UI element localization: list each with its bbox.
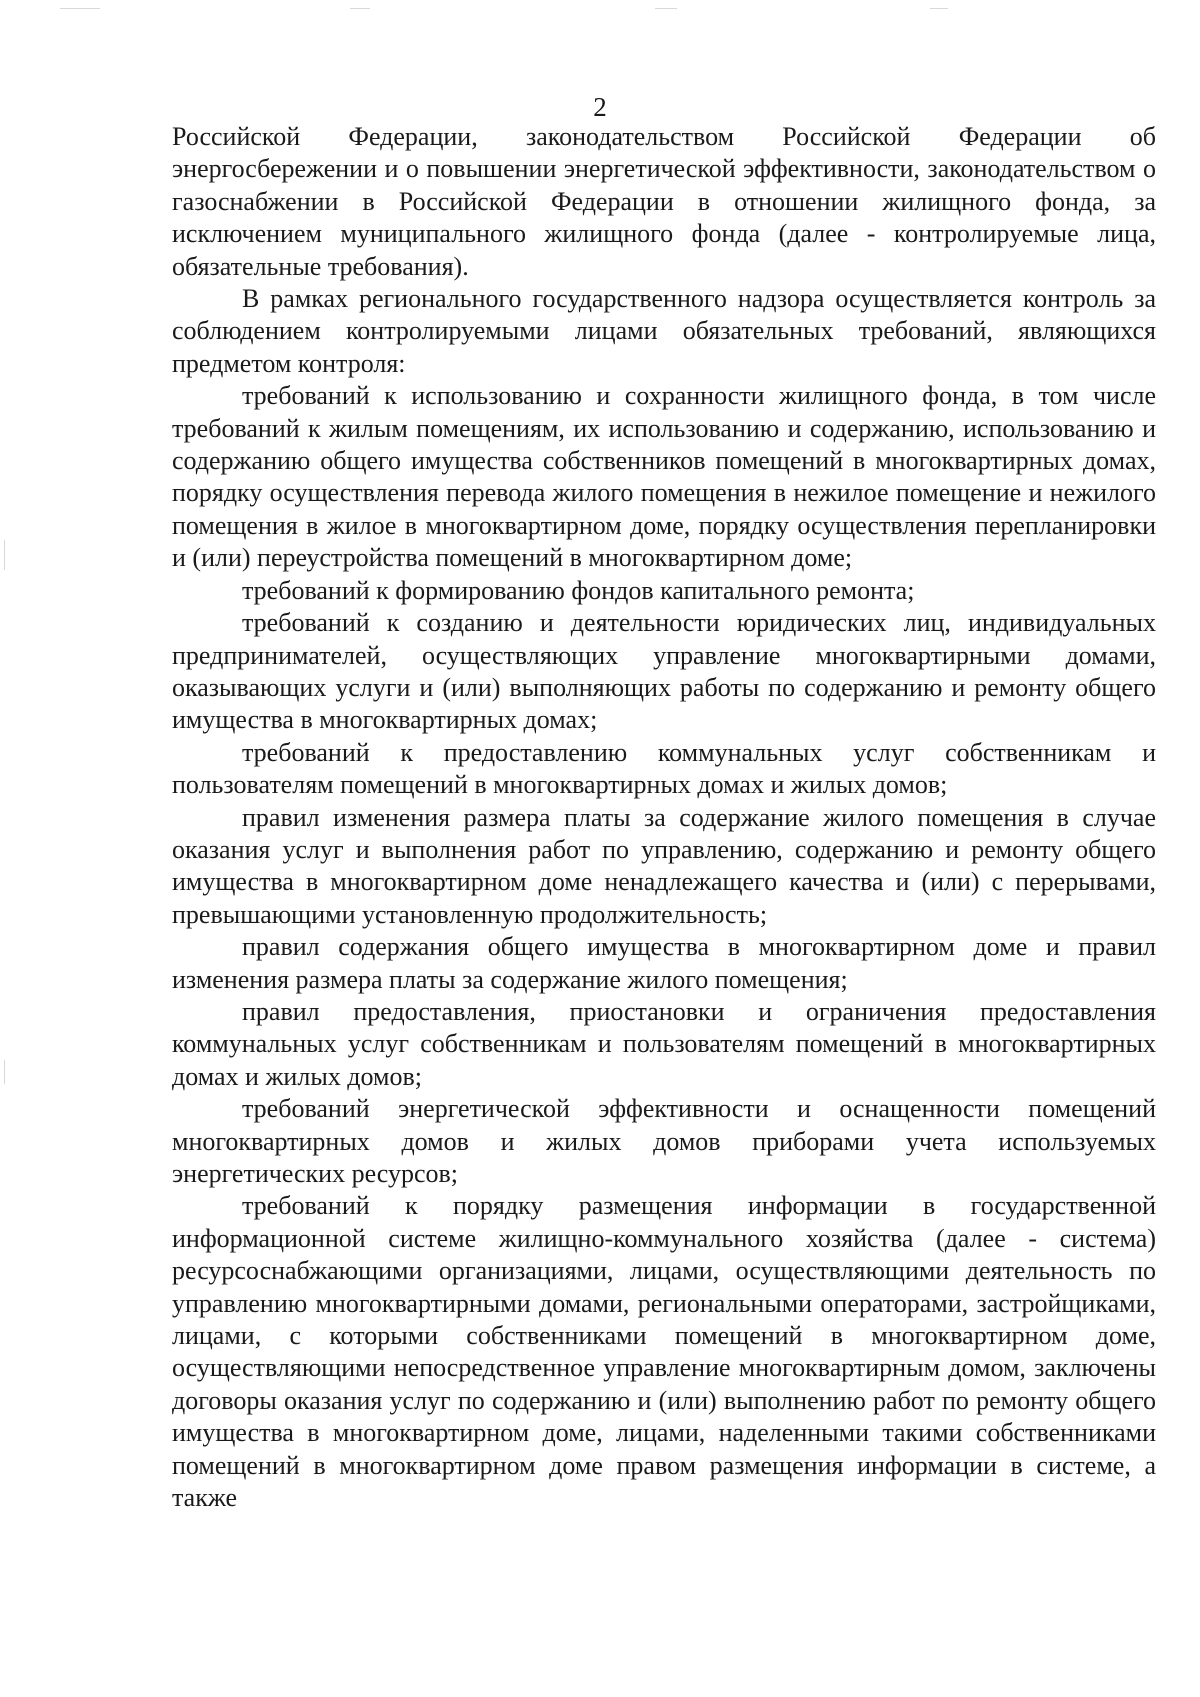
scan-artifact-mark: [930, 8, 948, 9]
scan-artifact-mark: [4, 1060, 5, 1084]
scan-artifact-mark: [60, 8, 100, 9]
paragraph: требований к формированию фондов капитального ремонта;: [242, 575, 915, 605]
paragraph: правил изменения размера платы за содержание жилого помещения в случае оказания услуг и выполнения работ по управлению, содержанию и ремонту общего имущества в многоквартирном доме ненадлежащего качества и (или) с перерывами, превышающими установленную продолжительность;: [172, 802, 1156, 929]
paragraph: требований к использованию и сохранности жилищного фонда, в том числе требований к жилым помещениям, их использованию и содержанию, использованию и содержанию общего имущества собственников помещений в многоквартирных домах, порядку осуществления перевода жилого помещения в нежилое помещение и нежилого помещения в жилое в многоквартирном доме, порядку осуществления перепланировки и (или) переустройства помещений в многоквартирном доме;: [172, 381, 1156, 573]
paragraph: В рамках регионального государственного надзора осуществляется контроль за соблюдением контролируемыми лицами обязательных требований, являющихся предметом контроля:: [172, 284, 1156, 378]
scan-artifact-mark: [350, 8, 370, 9]
paragraph: правил предоставления, приостановки и ограничения предоставления коммунальных услуг собственникам и пользователям помещений в многоквартирных домах и жилых домов;: [172, 996, 1156, 1091]
paragraph: Российской Федерации, законодательством Российской Федерации об энергосбережении и о повышении энергетической эффективности, законодательством о газоснабжении в Российской Федерации в отношении жилищного фонда, за исключением муниципального жилищного фонда (далее - контролируемые лица, обязательные требования).: [172, 122, 1156, 281]
scan-artifact-mark: [655, 8, 677, 9]
page-number: 2: [593, 92, 607, 122]
scan-artifact-mark: [4, 540, 5, 570]
paragraph: требований энергетической эффективности и оснащенности помещений многоквартирных домов и жилых домов приборами учета используемых энергетических ресурсов;: [172, 1094, 1156, 1188]
paragraph: требований к созданию и деятельности юридических лиц, индивидуальных предпринимателей, осуществляющих управление многоквартирными домами, оказывающих услуги и (или) выполняющих работы по содержанию и ремонту общего имущества в многоквартирных домах;: [172, 608, 1156, 735]
paragraph: правил содержания общего имущества в многоквартирном доме и правил изменения размера платы за содержание жилого помещения;: [172, 932, 1156, 994]
document-body: [172, 121, 1156, 1514]
paragraph: требований к порядку размещения информации в государственной информационной системе жилищно-коммунального хозяйства (далее - система) ресурсоснабжающими организациями, лицами, осуществляющими деятельность по управлению многоквартирными домами, региональными операторами, застройщиками, лицами, с которыми собственниками помещений в многоквартирном доме, осуществляющими непосредственное управление многоквартирным домом, заключены договоры оказания услуг по содержанию и (или) выполнению работ по ремонту общего имущества в многоквартирном доме, лицами, наделенными такими собственниками помещений в многоквартирном доме правом размещения информации в системе, а также: [172, 1191, 1156, 1513]
paragraph: требований к предоставлению коммунальных услуг собственникам и пользователям помещений в многоквартирных домах и жилых домов;: [172, 737, 1156, 800]
